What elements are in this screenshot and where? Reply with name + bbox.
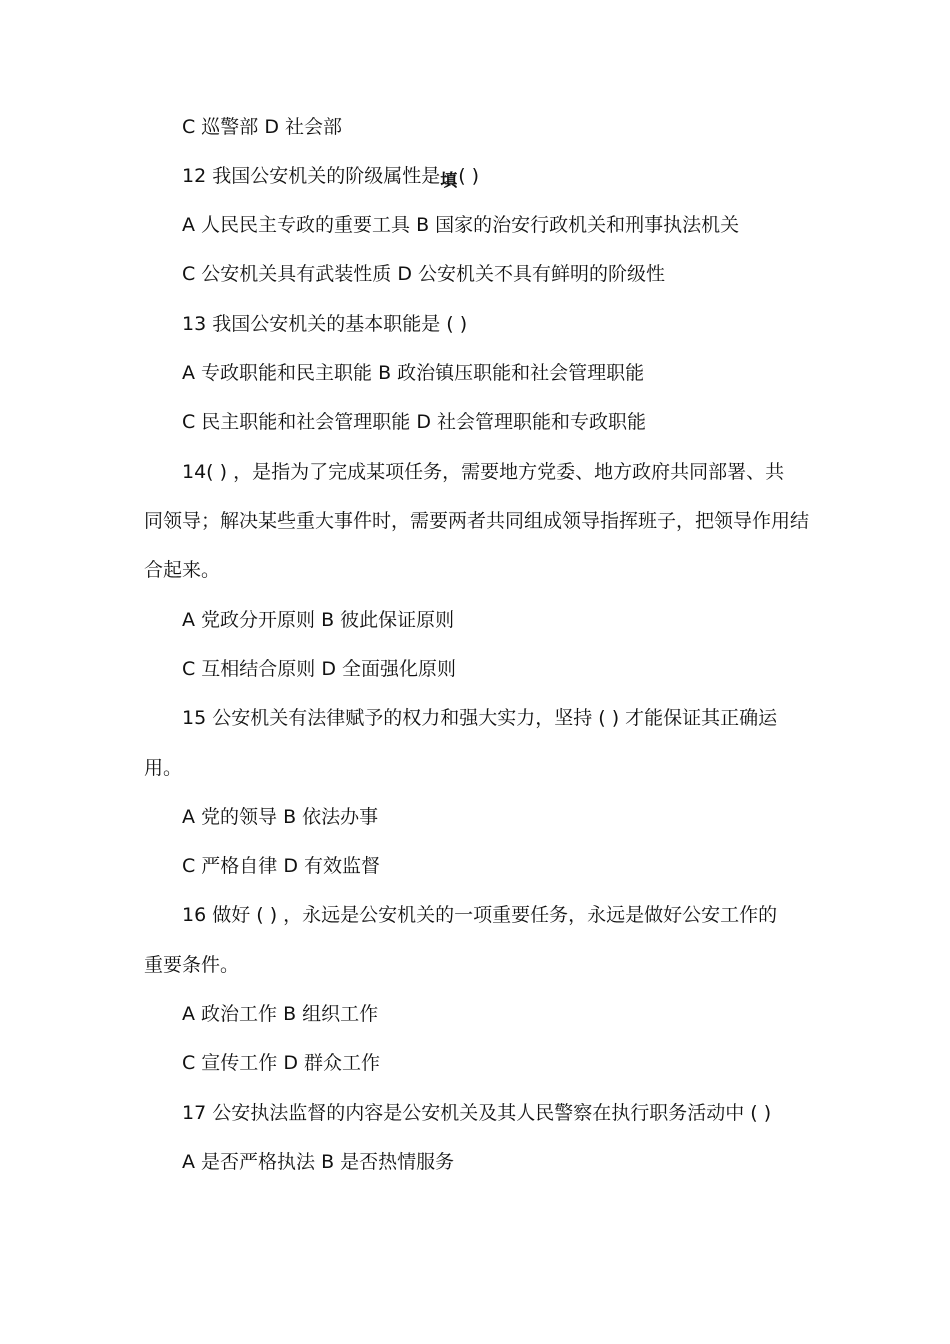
question-16-line-1: 16 做好 ( ) ，永远是公安机关的一项重要任务，永远是做好公安工作的 bbox=[182, 904, 778, 926]
question-14-line-2: 同领导；解决某些重大事件时，需要两者共同组成领导指挥班子，把领导作用结 bbox=[144, 510, 810, 532]
question-17: 17 公安执法监督的内容是公安机关及其人民警察在执行职务活动中 ( ) bbox=[182, 1102, 772, 1124]
fill-stamp: 填 bbox=[440, 171, 458, 191]
option-line-14-cd: C 互相结合原则 D 全面强化原则 bbox=[182, 658, 457, 680]
option-line-14-ab: A 党政分开原则 B 彼此保证原则 bbox=[182, 609, 455, 631]
question-16-line-2: 重要条件。 bbox=[144, 954, 240, 976]
option-line-13-ab: A 专政职能和民主职能 B 政治镇压职能和社会管理职能 bbox=[182, 362, 645, 384]
option-line-11-cd: C 巡警部 D 社会部 bbox=[182, 116, 343, 138]
option-line-15-cd: C 严格自律 D 有效监督 bbox=[182, 855, 381, 877]
question-13: 13 我国公安机关的基本职能是 ( ) bbox=[182, 313, 468, 335]
option-line-15-ab: A 党的领导 B 依法办事 bbox=[182, 806, 379, 828]
option-line-12-cd: C 公安机关具有武装性质 D 公安机关不具有鲜明的阶级性 bbox=[182, 263, 666, 285]
question-12-text: 12 我国公安机关的阶级属性是 bbox=[182, 165, 441, 187]
option-line-16-ab: A 政治工作 B 组织工作 bbox=[182, 1003, 379, 1025]
option-line-16-cd: C 宣传工作 D 群众工作 bbox=[182, 1052, 381, 1074]
option-line-12-ab: A 人民民主专政的重要工具 B 国家的治安行政机关和刑事执法机关 bbox=[182, 214, 740, 236]
question-12-blank: ( ) bbox=[458, 165, 480, 187]
question-15-line-2: 用。 bbox=[144, 757, 183, 779]
question-12 bbox=[182, 164, 479, 189]
question-15-line-1: 15 公安机关有法律赋予的权力和强大实力，坚持 ( ) 才能保证其正确运 bbox=[182, 707, 778, 729]
question-14-line-1: 14( ) ，是指为了完成某项任务，需要地方党委、地方政府共同部署、共 bbox=[182, 461, 785, 483]
option-line-17-ab: A 是否严格执法 B 是否热情服务 bbox=[182, 1151, 455, 1173]
option-line-13-cd: C 民主职能和社会管理职能 D 社会管理职能和专政职能 bbox=[182, 411, 647, 433]
question-14-line-3: 合起来。 bbox=[144, 559, 221, 581]
